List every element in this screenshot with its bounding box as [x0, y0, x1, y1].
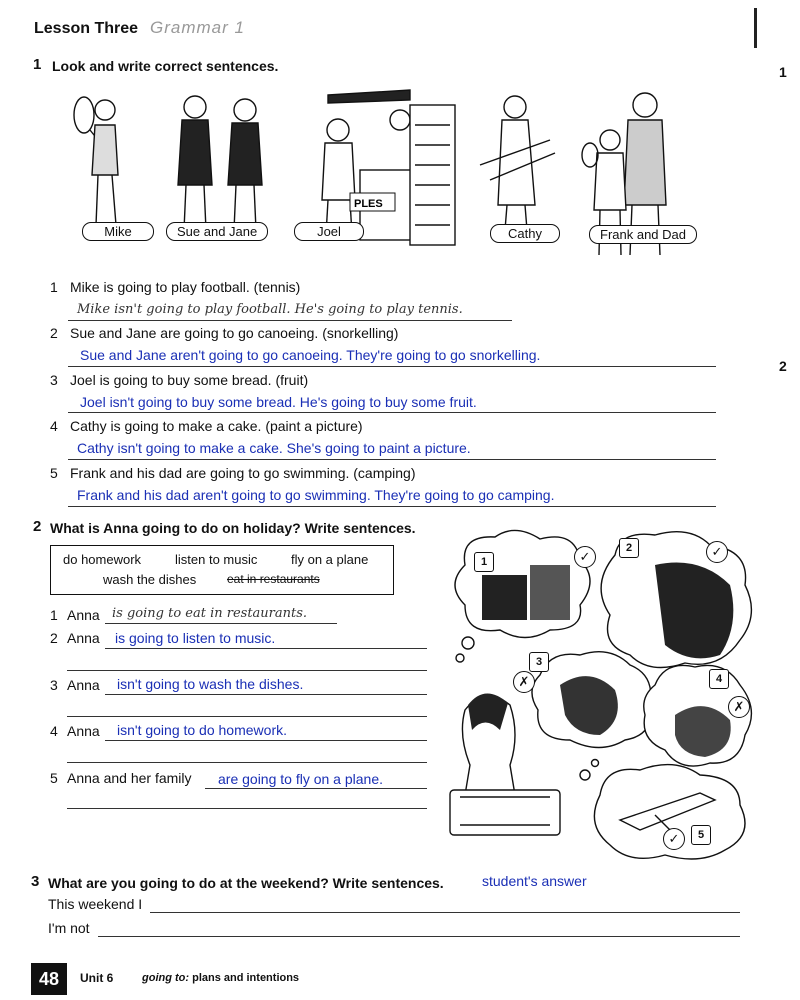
ex1-item-3-number: 3: [50, 372, 58, 388]
ex1-item-3-prompt: Joel is going to buy some bread. (fruit): [70, 372, 309, 388]
word-do-homework: do homework: [63, 552, 142, 567]
ex1-item-2-line: [68, 366, 716, 367]
footer-topic-rest: plans and intentions: [189, 972, 300, 984]
page-number: 48: [31, 963, 67, 995]
cross-mark-icon-3: ✗: [513, 671, 535, 693]
ex1-item-1-prompt: Mike is going to play football. (tennis): [70, 279, 301, 295]
word-wash-the-dishes: wash the dishes: [103, 572, 197, 587]
ex2-item-2-subject: Anna: [67, 630, 100, 646]
label-joel: Joel: [294, 222, 364, 241]
ex1-item-4-line: [68, 459, 716, 460]
word-eat-in-restaurants: eat in restaurants: [227, 572, 320, 586]
margin-bar: [754, 8, 757, 48]
ex1-item-2-prompt: Sue and Jane are going to go canoeing. (snorkelling): [70, 325, 399, 341]
picture-number-2: 2: [619, 538, 639, 558]
exercise-2-title: What is Anna going to do on holiday? Write sentences.: [50, 520, 416, 536]
ex1-item-4-prompt: Cathy is going to make a cake. (paint a picture): [70, 418, 363, 434]
ex2-item-1-line: [105, 623, 337, 624]
exercise-3-line-2-label: I'm not: [48, 920, 90, 936]
picture-number-5: 5: [691, 825, 711, 845]
ex1-item-3-answer: Joel isn't going to buy some bread. He's going to buy some fruit.: [80, 394, 477, 410]
ex1-item-5-prompt: Frank and his dad are going to go swimming. (camping): [70, 465, 416, 481]
ex2-item-2-line-b: [67, 670, 427, 671]
ex2-item-4-line-b: [67, 762, 427, 763]
ex2-item-2-line: [105, 648, 427, 649]
ex2-item-4-subject: Anna: [67, 723, 100, 739]
ex2-item-5-line: [205, 788, 427, 789]
sue-and-jane-figure: [178, 96, 262, 230]
ex1-item-2-answer: Sue and Jane aren't going to go canoeing. They're going to go snorkelling.: [80, 347, 541, 363]
ex2-item-1-subject: Anna: [67, 607, 100, 623]
exercise-2-number: 2: [33, 518, 42, 535]
cross-mark-icon-4: ✗: [728, 696, 750, 718]
tick-mark-icon-2: ✓: [706, 541, 728, 563]
picture-number-4: 4: [709, 669, 729, 689]
ex1-item-4-number: 4: [50, 418, 58, 434]
footer-unit: Unit 6: [80, 971, 114, 985]
ex1-item-5-line: [68, 506, 716, 507]
exercise-3-answer: student's answer: [482, 873, 587, 889]
footer-topic: [142, 972, 299, 984]
cathy-figure: [480, 96, 555, 230]
lesson-title: Lesson Three: [34, 20, 139, 37]
ex2-item-3-answer: isn't going to wash the dishes.: [117, 676, 304, 692]
side-number-2: 2: [779, 358, 787, 374]
stall-sign: PLES: [354, 198, 383, 210]
ex1-item-3-line: [68, 412, 716, 413]
ex1-item-2-number: 2: [50, 325, 58, 341]
ex1-item-1-answer: Mike isn't going to play football. He's going to play tennis.: [77, 302, 463, 317]
exercise-3-number: 3: [31, 873, 40, 890]
exercise-1-number: 1: [33, 56, 42, 73]
exercise-2-illustration: [440, 525, 770, 865]
exercise-3-line-2: [98, 936, 740, 937]
picture-number-3: 3: [529, 652, 549, 672]
word-box: [50, 545, 394, 595]
word-listen-to-music: listen to music: [175, 552, 258, 567]
ex2-item-5-line-b: [67, 808, 427, 809]
exercise-1-title: Look and write correct sentences.: [52, 58, 279, 74]
ex1-item-5-number: 5: [50, 465, 58, 481]
mike-figure: [74, 97, 118, 225]
tick-mark-icon-5: ✓: [663, 828, 685, 850]
lesson-subtitle: Grammar 1: [150, 18, 245, 37]
label-cathy: Cathy: [490, 224, 560, 243]
ex2-item-2-answer: is going to listen to music.: [115, 630, 276, 646]
label-mike: Mike: [82, 222, 154, 241]
ex2-item-1-answer: is going to eat in restaurants.: [112, 606, 308, 621]
ex2-item-1-number: 1: [50, 607, 58, 623]
ex1-item-4-answer: Cathy isn't going to make a cake. She's going to paint a picture.: [77, 440, 471, 456]
footer-topic-bold: going to:: [142, 972, 190, 984]
ex2-item-5-number: 5: [50, 770, 58, 786]
ex1-item-1-line: [68, 320, 512, 321]
ex2-item-3-number: 3: [50, 677, 58, 693]
picture-number-1: 1: [474, 552, 494, 572]
exercise-3-line-1-label: This weekend I: [48, 896, 143, 912]
ex2-item-4-line: [105, 740, 427, 741]
label-sue-and-jane: Sue and Jane: [166, 222, 268, 241]
exercise-3-title: What are you going to do at the weekend? Write sentences.: [48, 875, 444, 891]
ex2-item-5-subject: Anna and her family: [67, 770, 192, 786]
ex1-item-1-number: 1: [50, 279, 58, 295]
tick-mark-icon-1: ✓: [574, 546, 596, 568]
side-number-1: 1: [779, 64, 787, 80]
ex2-item-5-answer: are going to fly on a plane.: [218, 771, 384, 787]
word-fly-on-a-plane: fly on a plane: [291, 552, 369, 567]
ex1-item-5-answer: Frank and his dad aren't going to go swimming. They're going to go camping.: [77, 487, 555, 503]
exercise-3-line-1: [150, 912, 740, 913]
ex2-item-3-line: [105, 694, 427, 695]
label-frank-and-dad: Frank and Dad: [589, 225, 697, 244]
ex2-item-2-number: 2: [50, 630, 58, 646]
ex2-item-3-subject: Anna: [67, 677, 100, 693]
ex2-item-4-answer: isn't going to do homework.: [117, 722, 287, 738]
ex2-item-4-number: 4: [50, 723, 58, 739]
ex2-item-3-line-b: [67, 716, 427, 717]
